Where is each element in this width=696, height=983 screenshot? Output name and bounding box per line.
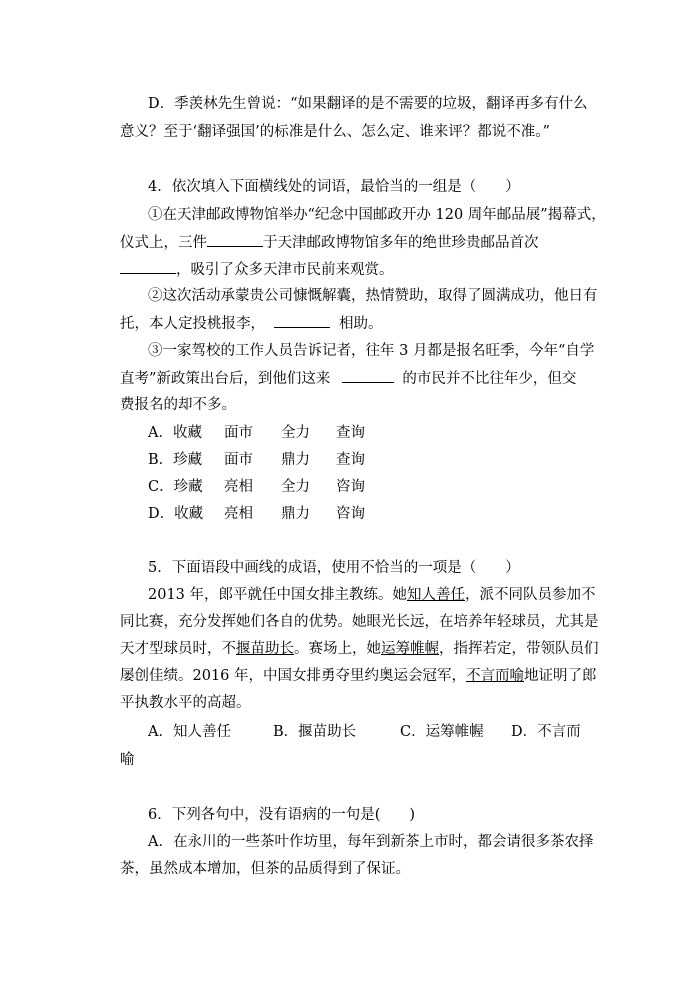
idiom-underlined: 不言而喻 — [466, 668, 525, 684]
q4-stem: 4．依次填入下面横线处的词语，最恰当的一组是（ ） — [148, 179, 520, 195]
q4-sentence1-line1: ①在天津邮政博物馆举办“纪念中国邮政开办 120 周年邮品展”揭幕式， — [148, 207, 606, 223]
q4-option-d-4: 咨询 — [336, 506, 365, 522]
q5-text: 屡创佳绩。2016 年，中国女排勇夺里约奥运会冠军， — [120, 668, 467, 684]
q4-option-c-4: 咨询 — [336, 479, 365, 495]
q4-option-a-4: 查询 — [336, 425, 365, 441]
q4-sentence1-line2 — [120, 232, 539, 253]
q5-option-b: B．揠苗助长 — [273, 724, 357, 740]
blank-3 — [274, 313, 330, 328]
q6-stem: 6．下列各句中，没有语病的一句是( ) — [148, 807, 416, 823]
q4-option-c-1: C．珍藏 — [148, 479, 203, 495]
q4-option-b-4: 查询 — [336, 452, 365, 468]
q5-passage-line2: 同比赛，充分发挥她们各自的优势。她眼光长远，在培养年轻球员，尤其是 — [120, 614, 599, 630]
idiom-underlined: 运筹帷幄 — [381, 641, 439, 657]
q4-sentence3-line3: 费报名的却不多。 — [120, 397, 236, 413]
blank-2 — [120, 259, 176, 274]
q3-option-d-line1: D．季羡林先生曾说：“如果翻译的是不需要的垃圾，翻译再多有什么 — [148, 96, 588, 112]
q4-option-c-3: 全力 — [281, 479, 310, 495]
q4-option-b-3: 鼎力 — [281, 452, 310, 468]
q5-text: 2013 年，郎平就任中国女排主教练。她 — [148, 587, 408, 603]
q4-sentence1-line3 — [120, 259, 394, 280]
q5-option-d-wrap: 喻 — [120, 752, 135, 768]
q4-option-b-2: 面市 — [224, 452, 253, 468]
q5-text: ，派不同队员参加不 — [465, 587, 596, 603]
idiom-underlined: 揠苗助长 — [236, 641, 294, 657]
q5-text: ，指挥若定，带领队员们 — [439, 641, 599, 657]
q5-option-a: A．知人善任 — [148, 724, 231, 740]
q4-text: 托，本人定投桃报李， — [120, 316, 265, 332]
q4-text: 相助。 — [339, 316, 383, 332]
q5-passage-line1 — [148, 585, 596, 605]
q5-option-d: D．不言而 — [511, 724, 581, 740]
q6-option-a-line1: A．在永川的一些茶叶作坊里，每年到新茶上市时，都会请很多茶农择 — [148, 834, 594, 850]
q4-option-b-1: B．珍藏 — [148, 452, 203, 468]
q4-option-d-3: 鼎力 — [281, 506, 310, 522]
q5-text: 。赛场上，她 — [294, 641, 381, 657]
q4-option-c-2: 亮相 — [224, 479, 253, 495]
q4-text: 直考”新政策出台后，到他们这来 — [120, 371, 331, 387]
q4-text: 于天津邮政博物馆多年的绝世珍贵邮品首次 — [263, 235, 539, 251]
q3-option-d-line2: 意义？至于‘翻译强国’的标准是什么、怎么定、谁来评？都说不准。” — [120, 124, 550, 140]
q5-passage-line3 — [120, 639, 599, 659]
q5-text: 地证明了郎 — [524, 668, 597, 684]
q4-sentence2-line1: ②这次活动承蒙贵公司慷慨解囊，热情赞助，取得了圆满成功，他日有 — [148, 288, 598, 304]
q4-sentence3-line2 — [120, 368, 576, 389]
q4-option-a-1: A．收藏 — [148, 425, 202, 441]
q5-option-c: C．运筹帷幄 — [400, 724, 484, 740]
q4-text: 仪式上，三件 — [120, 235, 207, 251]
q4-sentence3-line1: ③一家驾校的工作人员告诉记者，往年 3 月都是报名旺季，今年“自学 — [148, 343, 595, 359]
q4-text: 的市民并不比往年少，但交 — [402, 371, 577, 387]
idiom-underlined: 知人善任 — [407, 587, 466, 603]
q5-text: 天才型球员时，不 — [120, 641, 236, 657]
q4-text: ，吸引了众多天津市民前来观赏。 — [176, 262, 394, 278]
q4-option-d-2: 亮相 — [224, 506, 253, 522]
blank-1 — [207, 232, 263, 247]
q4-option-a-2: 面市 — [224, 425, 253, 441]
q4-option-d-1: D．收藏 — [148, 506, 204, 522]
q5-passage-line4 — [120, 666, 597, 686]
q5-stem: 5．下面语段中画线的成语，使用不恰当的一项是（ ） — [148, 560, 520, 576]
q4-sentence2-line2 — [120, 313, 383, 334]
q5-passage-line5: 平执教水平的高超。 — [120, 695, 251, 711]
q6-option-a-line2: 茶，虽然成本增加，但茶的品质得到了保证。 — [120, 861, 410, 877]
q4-option-a-3: 全力 — [281, 425, 310, 441]
blank-4 — [342, 368, 394, 383]
